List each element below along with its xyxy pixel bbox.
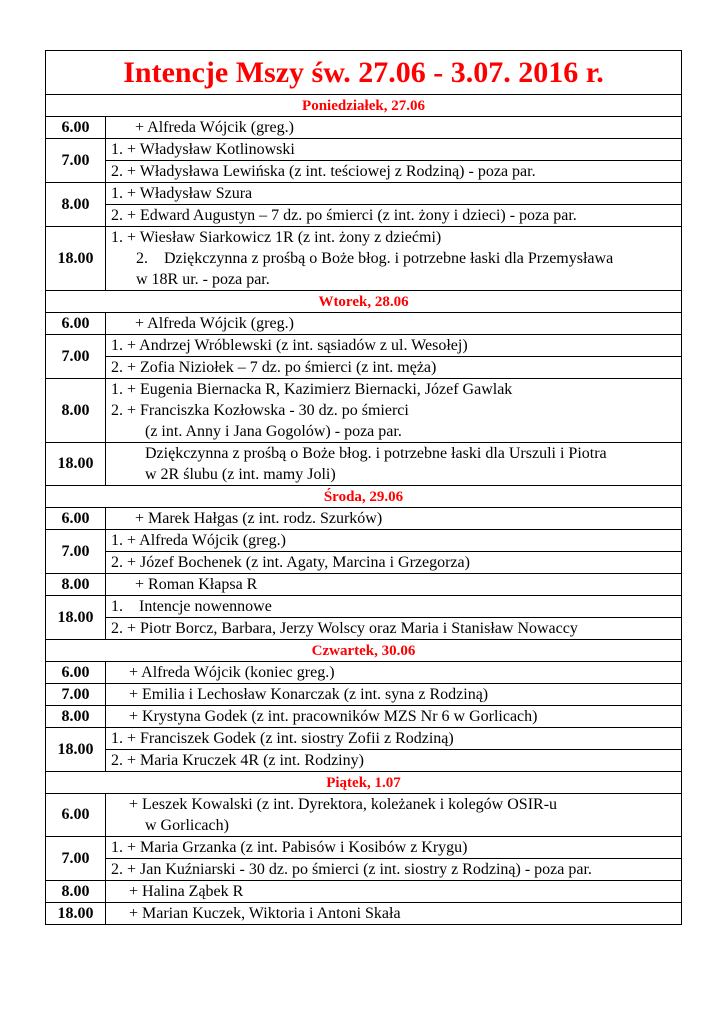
intention-line: + Krystyna Godek (z int. pracowników MZS Nr 6 w Gorlicach) [129,708,538,725]
intention-line: + Alfreda Wójcik (greg.) [135,315,294,332]
intention-text [106,443,682,486]
intention-line: + Roman Kłapsa R [135,576,258,593]
mass-time: 8.00 [46,574,106,596]
mass-row [46,161,682,183]
mass-row [46,227,682,291]
intention-text [106,161,682,183]
intention-text [106,530,682,552]
intention-text [106,227,682,291]
intention-text [106,335,682,357]
intention-line: + Alfreda Wójcik (greg.) [135,119,294,136]
mass-row [46,728,682,750]
intention-text [106,662,682,684]
day-header-row [46,291,682,313]
mass-time: 7.00 [46,139,106,183]
mass-row [46,552,682,574]
mass-row [46,662,682,684]
intention-text [106,183,682,205]
intentions-table [45,50,682,925]
day-header-row [46,772,682,794]
intention-text [106,859,682,881]
intention-line: + Alfreda Wójcik (koniec greg.) [129,664,335,681]
mass-row [46,357,682,379]
mass-row [46,859,682,881]
intention-line: 2. + Zofia Niziołek – 7 dz. po śmierci (z int. męża) [111,359,437,376]
intention-line: 2. + Piotr Borcz, Barbara, Jerzy Wolscy oraz Maria i Stanisław Nowaccy [111,620,578,637]
intention-line: 1. + Alfreda Wójcik (greg.) [111,532,286,549]
mass-time: 6.00 [46,794,106,837]
intention-text [106,508,682,530]
mass-row [46,618,682,640]
day-heading: Wtorek, 28.06 [46,291,682,313]
mass-row [46,443,682,486]
mass-row [46,903,682,925]
intention-line: 1. + Maria Grzanka (z int. Pabisów i Kosibów z Krygu) [111,839,468,856]
intention-text [106,313,682,335]
intention-text [106,574,682,596]
intention-text [106,117,682,139]
day-header-row [46,95,682,117]
mass-time: 18.00 [46,728,106,772]
intention-text [106,728,682,750]
intention-line: 2. + Edward Augustyn – 7 dz. po śmierci (z int. żony i dzieci) - poza par. [111,207,577,224]
intention-text [106,684,682,706]
intention-line: 1. + Władysław Szura [111,185,253,202]
intention-line: 2. + Józef Bochenek (z int. Agaty, Marcina i Grzegorza) [111,554,470,571]
intention-line: 1. + Wiesław Siarkowicz 1R (z int. żony z dziećmi) [111,229,442,246]
intention-line: Dziękczynna z prośbą o Boże błog. i potrzebne łaski dla Urszuli i Piotra [145,445,607,462]
mass-time: 6.00 [46,508,106,530]
mass-row [46,530,682,552]
intentions-document [45,50,681,925]
intention-line: 1. + Eugenia Biernacka R, Kazimierz Biernacki, Józef Gawlak [111,381,513,398]
mass-time: 18.00 [46,227,106,291]
intention-text [106,794,682,837]
mass-row [46,794,682,837]
intention-line: 2. Dziękczynna z prośbą o Boże błog. i potrzebne łaski dla Przemysława [136,250,614,267]
mass-time: 18.00 [46,443,106,486]
intention-line: 1. + Andrzej Wróblewski (z int. sąsiadów z ul. Wesołej) [111,337,468,354]
intention-line: + Marek Hałgas (z int. rodz. Szurków) [135,510,383,527]
intention-line: + Halina Ząbek R [129,883,244,900]
intention-line: + Leszek Kowalski (z int. Dyrektora, koleżanek i kolegów OSIR-u [129,796,558,813]
mass-row [46,706,682,728]
day-heading: Środa, 29.06 [46,486,682,508]
intention-line: 2. + Maria Kruczek 4R (z int. Rodziny) [111,752,364,769]
intention-line: + Marian Kuczek, Wiktoria i Antoni Skała [129,905,401,922]
mass-row [46,117,682,139]
mass-row [46,684,682,706]
mass-time: 6.00 [46,117,106,139]
mass-row [46,837,682,859]
mass-time: 8.00 [46,183,106,227]
day-heading: Piątek, 1.07 [46,772,682,794]
intention-line: (z int. Anny i Jana Gogolów) - poza par. [145,423,402,440]
intention-line: w 2R ślubu (z int. mamy Joli) [145,466,336,483]
intention-line: w Gorlicach) [145,817,229,834]
intention-text [106,552,682,574]
intention-text [106,903,682,925]
mass-row [46,750,682,772]
day-heading: Poniedziałek, 27.06 [46,95,682,117]
intention-line: 2. + Władysława Lewińska (z int. teściowej z Rodziną) - poza par. [111,163,536,180]
mass-time: 18.00 [46,596,106,640]
mass-row [46,881,682,903]
day-header-row [46,486,682,508]
intention-text [106,881,682,903]
intention-line: 1. Intencje nowennowe [111,598,272,615]
intention-text [106,379,682,443]
mass-row [46,313,682,335]
mass-time: 6.00 [46,662,106,684]
mass-row [46,183,682,205]
mass-time: 18.00 [46,903,106,925]
mass-time: 8.00 [46,379,106,443]
mass-time: 7.00 [46,684,106,706]
intention-text [106,596,682,618]
mass-row [46,335,682,357]
mass-row [46,205,682,227]
mass-time: 7.00 [46,837,106,881]
intention-text [106,139,682,161]
day-header-row [46,640,682,662]
intention-line: 1. + Władysław Kotlinowski [111,141,295,158]
title-row [46,51,682,95]
intention-text [106,706,682,728]
mass-row [46,574,682,596]
mass-time: 7.00 [46,335,106,379]
intention-line: 1. + Franciszek Godek (z int. siostry Zofii z Rodziną) [111,730,454,747]
intention-line: 2. + Franciszka Kozłowska - 30 dz. po śmierci [111,402,409,419]
mass-time: 6.00 [46,313,106,335]
intention-text [106,357,682,379]
intention-text [106,837,682,859]
intention-text [106,205,682,227]
intention-text [106,618,682,640]
mass-time: 8.00 [46,706,106,728]
intention-line: w 18R ur. - poza par. [136,271,270,288]
mass-time: 7.00 [46,530,106,574]
intention-text [106,750,682,772]
mass-row [46,508,682,530]
mass-row [46,596,682,618]
mass-row [46,379,682,443]
mass-time: 8.00 [46,881,106,903]
intention-line: + Emilia i Lechosław Konarczak (z int. syna z Rodziną) [129,686,489,703]
page-title: Intencje Mszy św. 27.06 - 3.07. 2016 r. [46,51,682,95]
day-heading: Czwartek, 30.06 [46,640,682,662]
mass-row [46,139,682,161]
intention-line: 2. + Jan Kuźniarski - 30 dz. po śmierci (z int. siostry z Rodziną) - poza par. [111,861,592,878]
